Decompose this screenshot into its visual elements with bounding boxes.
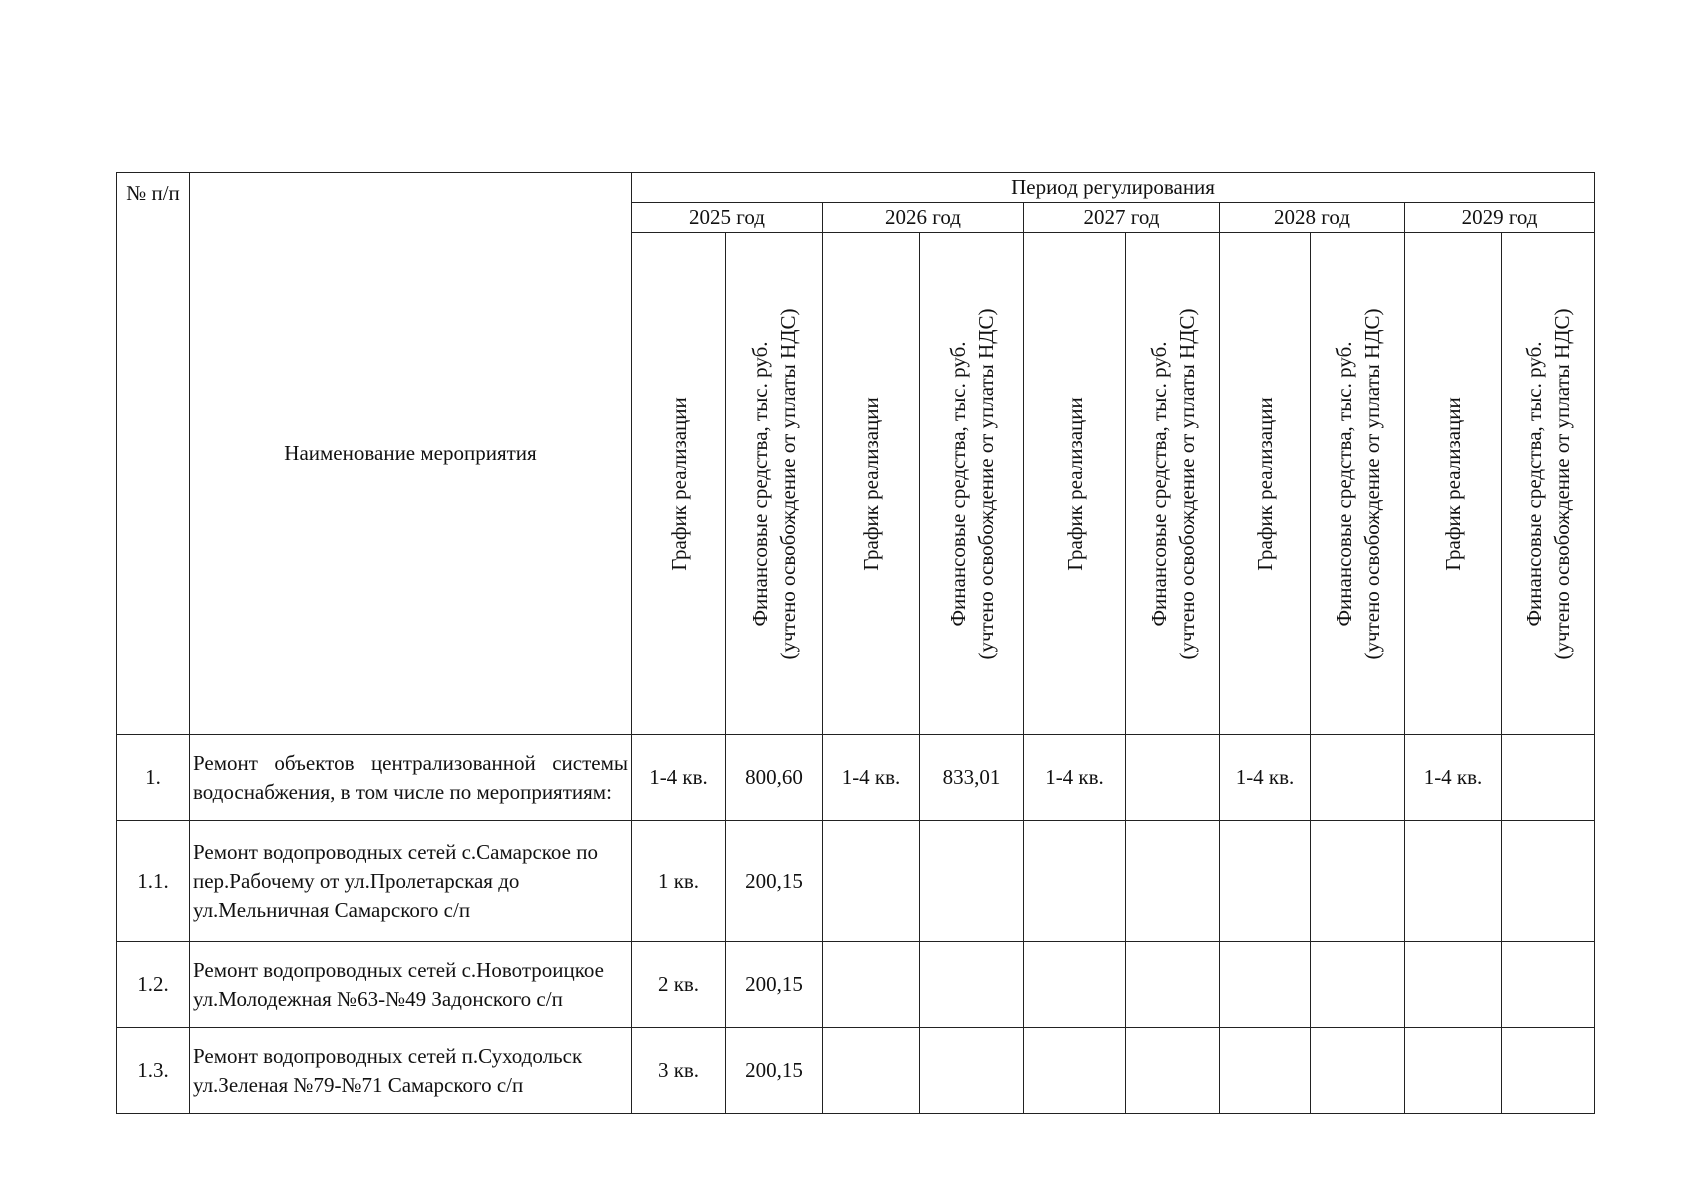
cell-finance-2029: [1502, 735, 1595, 821]
row-num: 1.: [117, 735, 190, 821]
cell-schedule-2025: 1 кв.: [632, 821, 726, 942]
cell-finance-2025: 200,15: [726, 1028, 823, 1114]
header-year-2029: 2029 год: [1405, 203, 1595, 233]
cell-schedule-2025: 3 кв.: [632, 1028, 726, 1114]
cell-schedule-2027: [1024, 1028, 1126, 1114]
header-finance-2029: Финансовые средства, тыс. руб. (учтено освобождение от уплаты НДС): [1502, 233, 1595, 735]
header-year-2025: 2025 год: [632, 203, 823, 233]
table-row-1: [117, 735, 1595, 821]
cell-finance-2026: [920, 821, 1024, 942]
cell-schedule-2029: 1-4 кв.: [1405, 735, 1502, 821]
cell-finance-2026: 833,01: [920, 735, 1024, 821]
header-period: Период регулирования: [632, 173, 1595, 203]
cell-schedule-2029: [1405, 1028, 1502, 1114]
cell-finance-2028: [1311, 942, 1405, 1028]
cell-finance-2029: [1502, 942, 1595, 1028]
cell-schedule-2028: [1220, 1028, 1311, 1114]
cell-finance-2028: [1311, 735, 1405, 821]
header-num: № п/п: [117, 173, 190, 735]
header-schedule-2029: График реализации: [1405, 233, 1502, 735]
header-row-period: [117, 173, 1595, 203]
table-row-1-1: [117, 821, 1595, 942]
cell-finance-2025: 800,60: [726, 735, 823, 821]
header-finance-2026: Финансовые средства, тыс. руб. (учтено освобождение от уплаты НДС): [920, 233, 1024, 735]
header-name: Наименование мероприятия: [190, 173, 632, 735]
investment-schedule-table: [116, 172, 1595, 1114]
cell-schedule-2028: [1220, 821, 1311, 942]
cell-schedule-2027: [1024, 942, 1126, 1028]
cell-schedule-2026: [823, 821, 920, 942]
cell-finance-2026: [920, 942, 1024, 1028]
cell-schedule-2027: [1024, 821, 1126, 942]
header-finance-2027: Финансовые средства, тыс. руб. (учтено освобождение от уплаты НДС): [1126, 233, 1220, 735]
cell-schedule-2026: [823, 1028, 920, 1114]
cell-schedule-2029: [1405, 821, 1502, 942]
cell-finance-2027: [1126, 942, 1220, 1028]
cell-schedule-2025: 1-4 кв.: [632, 735, 726, 821]
header-schedule-2027: График реализации: [1024, 233, 1126, 735]
header-year-2026: 2026 год: [823, 203, 1024, 233]
cell-schedule-2026: [823, 942, 920, 1028]
cell-finance-2029: [1502, 1028, 1595, 1114]
cell-schedule-2026: 1-4 кв.: [823, 735, 920, 821]
cell-schedule-2028: 1-4 кв.: [1220, 735, 1311, 821]
row-name: Ремонт водопроводных сетей с.Самарское по пер.Рабочему от ул.Пролетарская до ул.Мельничная Самарского с/п: [190, 821, 632, 942]
cell-finance-2027: [1126, 1028, 1220, 1114]
cell-finance-2027: [1126, 735, 1220, 821]
cell-schedule-2025: 2 кв.: [632, 942, 726, 1028]
cell-finance-2025: 200,15: [726, 821, 823, 942]
row-num: 1.1.: [117, 821, 190, 942]
cell-finance-2028: [1311, 1028, 1405, 1114]
header-schedule-2026: График реализации: [823, 233, 920, 735]
cell-finance-2025: 200,15: [726, 942, 823, 1028]
row-name: Ремонт водопроводных сетей с.Новотроицкое ул.Молодежная №63-№49 Задонского с/п: [190, 942, 632, 1028]
header-schedule-2025: График реализации: [632, 233, 726, 735]
row-name: Ремонт объектов централизованной системы водоснабжения, в том числе по мероприятиям:: [190, 735, 632, 821]
cell-finance-2027: [1126, 821, 1220, 942]
header-schedule-2028: График реализации: [1220, 233, 1311, 735]
cell-schedule-2029: [1405, 942, 1502, 1028]
row-num: 1.2.: [117, 942, 190, 1028]
row-name: Ремонт водопроводных сетей п.Суходольск ул.Зеленая №79-№71 Самарского с/п: [190, 1028, 632, 1114]
table-row-1-3: [117, 1028, 1595, 1114]
cell-schedule-2028: [1220, 942, 1311, 1028]
header-finance-2025: Финансовые средства, тыс. руб. (учтено освобождение от уплаты НДС): [726, 233, 823, 735]
table-row-1-2: [117, 942, 1595, 1028]
cell-schedule-2027: 1-4 кв.: [1024, 735, 1126, 821]
cell-finance-2026: [920, 1028, 1024, 1114]
row-num: 1.3.: [117, 1028, 190, 1114]
cell-finance-2028: [1311, 821, 1405, 942]
cell-finance-2029: [1502, 821, 1595, 942]
header-finance-2028: Финансовые средства, тыс. руб. (учтено освобождение от уплаты НДС): [1311, 233, 1405, 735]
header-year-2028: 2028 год: [1220, 203, 1405, 233]
header-year-2027: 2027 год: [1024, 203, 1220, 233]
